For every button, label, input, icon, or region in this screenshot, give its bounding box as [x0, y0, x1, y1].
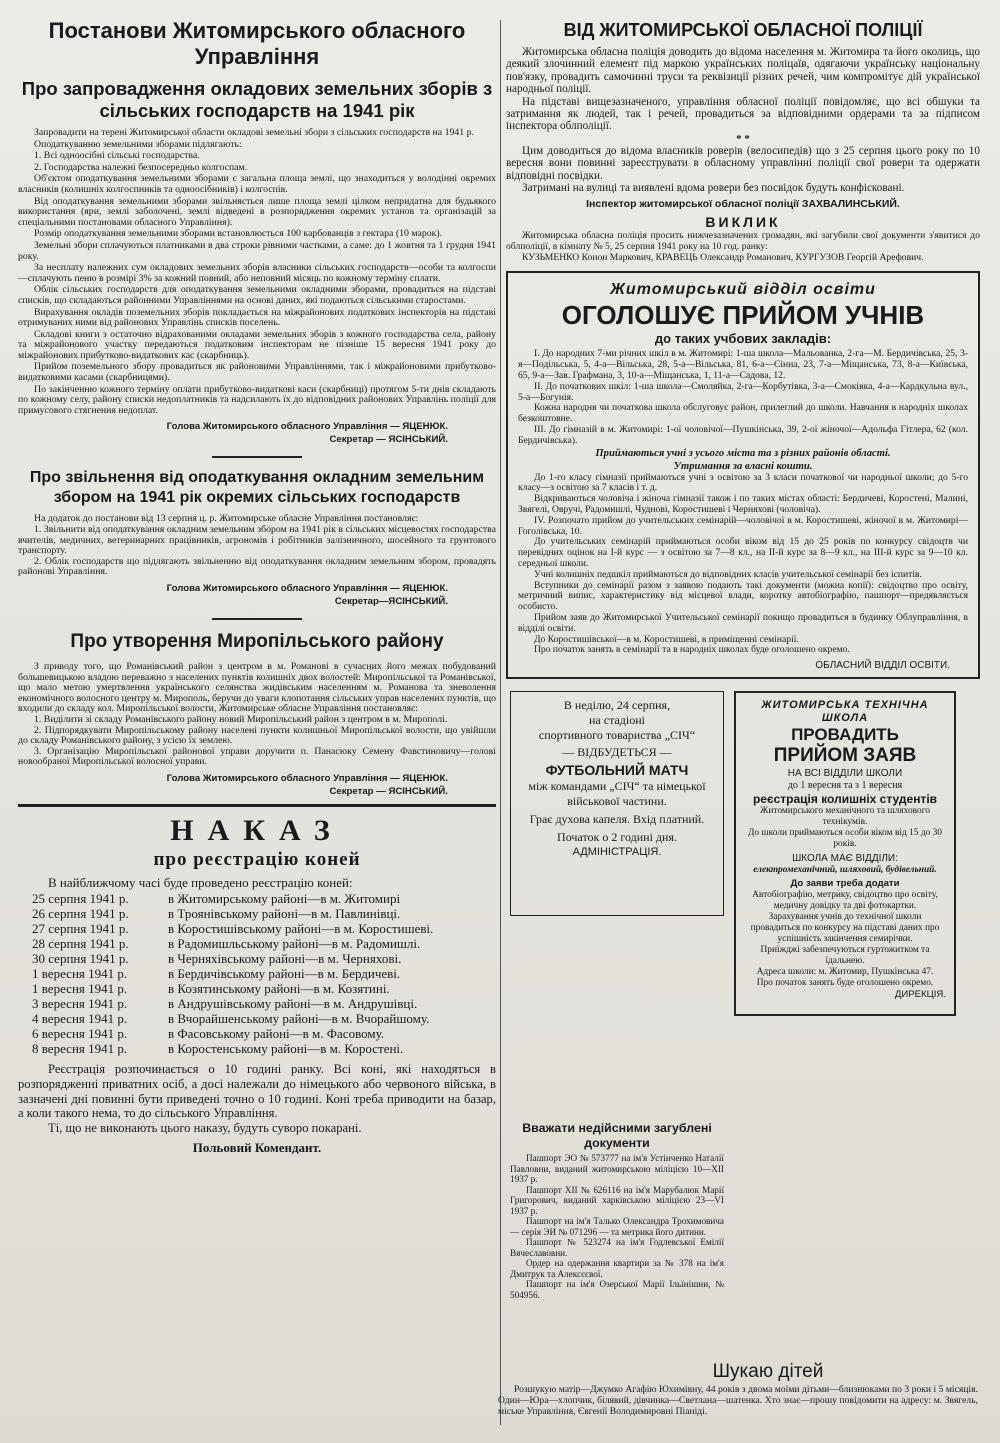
schedule-place: в Троянівському районі—в м. Павлинівці. — [168, 905, 401, 921]
schedule-place: в Бердичівському районі—в м. Бердичеві. — [168, 965, 401, 981]
paragraph: 1. Виділити зі складу Романівського району новий Миропільський район з центром в м. Мирополі. — [34, 713, 448, 725]
schedule-place: в Житомирському районі—в м. Житомирі — [168, 890, 401, 906]
schedule-date: 25 серпня 1941 р. — [32, 890, 129, 906]
football-headline: ФУТБОЛЬНИЙ МАТЧ — [545, 762, 689, 779]
summons — [506, 214, 980, 263]
schedule-place: в Коростишівському районі—в м. Коростишеві. — [168, 920, 434, 936]
paragraph: Розмір оподаткування земельними зборами встановлюється 100 карбованців з гектара (10 марок). — [34, 228, 443, 240]
schedule-row — [18, 951, 496, 966]
paragraph: Прийом заяв до Житомирської Учительської семінарії покищо провадиться в будинку Облуправління, в відділі освіти. — [518, 612, 968, 634]
decree1-signature-secretary: Секретар — ЯСІНСЬКИЙ. — [329, 434, 448, 446]
decree3-signature-secretary: Секретар — ЯСІНСЬКИЙ. — [329, 785, 448, 797]
paragraph: Земельні збори сплачуються платниками в два строки рівними частками, а саме: до 1 жовтня та 1 грудня 1941 року. — [18, 239, 496, 262]
order-signature: Польовий Комендант. — [192, 1140, 322, 1156]
paragraph: Пашпорт ЭО № 573777 на ім'я Устінченко Наталії Павловни, виданий житомирською міліцією 10—XII 1937 р. — [510, 1153, 724, 1184]
paragraph: Кожна народня чи початкова школа обслуговує район, прилеглий до школи. Навчання в народніх школах безкоштовне. — [518, 402, 968, 425]
paragraph: Відкриваються чоловіча і жіноча гімназії також і по таких містах області: Бердичеві, Коростені, Малині, Звягелі, Овручі, Радомишлі, Чуднові, Коростишеві і Черняхові (чоловіча). — [518, 493, 968, 516]
order-title: НАКАЗ — [170, 813, 344, 847]
education-subheadline: до таких учбових закладів: — [654, 331, 832, 347]
order-paragraph: Реєстрація розпочинається о 10 годині ранку. Всі коні, які находяться в розпорядженні приватних осіб, а досі належали до німецького або червоного війська, в зазначені дні повинні бути приведені точно о 10 годині. Коні треба приводити на базар, а коли такого нема, то до сільського Управління. — [18, 1061, 496, 1121]
police-body — [506, 46, 980, 133]
paragraph: До 1-го класу гімназії приймаються учні з освітою за 3 класи початкової чи народньої школи; до 5-го класу—з освітою за 7 класів і т. д. — [518, 471, 968, 494]
schedule-row — [18, 906, 496, 921]
tech-header: ЖИТОМИРСЬКА ТЕХНІЧНА ШКОЛА — [761, 699, 929, 725]
police-bicycles — [506, 145, 980, 195]
search-text: Розшукую матір—Джумко Агафію Юхимівну, 44 років з двома моїми дітьми—близнюками по 3 роки і 5 місяців. Один—Юра—хлопчик, білявий, дівчинка—Светлана—шатенка. Хто знає—прошу повідомити на адресу: м. Звягель, міське Управління, Євгенії Володимировні Піаніді. — [498, 1384, 978, 1417]
paragraph: Вступники до семінарії разом з заявою подають такі документи (можна копії): свідоцтво про освіту, метричний випис, характеристику від місцевої влади, коротку автобіографію, пашпорт—предявляється особисто. — [518, 579, 968, 613]
column-divider — [500, 20, 501, 1425]
paragraph: Затримані на вулиці та виявлені вдома ровери без посвідок будуть конфісковані. — [522, 182, 905, 195]
decree2-signature-secretary: Секретар—ЯСІНСЬКИЙ. — [334, 596, 448, 607]
schedule-place: в Андрушівському районі—в м. Андрушівці. — [168, 995, 418, 1011]
decree1-signature-head: Голова Житомирського обласного Управління — ЯЦЕНЮК. — [166, 421, 448, 433]
invalid-list — [510, 1153, 724, 1300]
paragraph: На підставі вищезазначеного, управління обласної поліції повідомляє, що всі обшуки та затримання як людей, так і речей, провадиться за відповідними ордерами та за підписом інспектора облполіції. — [506, 95, 980, 133]
paragraph: Цим доводиться до відома власників роверів (велосипедів) що з 25 серпня цього року по 10 вересня вони повинні зареєструвати в обласному управлінні поліції свої ровери та одержати відповідні посвідки. — [506, 144, 980, 182]
schedule-date: 8 вересня 1941 р. — [32, 1040, 128, 1056]
paragraph: Про початок занять в семінарії та в народніх школах буде оголошено окремо. — [534, 644, 850, 656]
decree2-signature-head: Голова Житомирського обласного Управління — ЯЦЕНЮК. — [166, 583, 448, 594]
paragraph: Запровадити на терені Житомирської области окладові земельні збори з сільських господарств на 1941 р. — [34, 127, 474, 138]
paragraph: Пашпорт на ім'я Талько Олександра Трохимовича — серія ЭИ № 071296 — та метрика його дитини. — [510, 1216, 724, 1237]
paragraph: Пашпорт на ім'я Озерської Марії Ільїнішни, № 504956. — [510, 1279, 724, 1300]
paragraph: До Коростишівської—в м. Коростишеві, в приміщенні семінарії. — [534, 633, 799, 645]
police-notice — [506, 18, 980, 211]
schedule-date: 26 серпня 1941 р. — [32, 905, 129, 921]
ads-row — [506, 691, 980, 1001]
schedule-place: в Коростенському районі—в м. Коростені. — [168, 1040, 404, 1056]
paragraph: Пашпорт XII № 626116 на ім'я Марубалюк Марії Григорович, виданий харківською міліцією 23—VI 1937 р. — [510, 1184, 724, 1216]
paragraph: По закінченню кожного терміну оплати прибутково-видаткові каси (скарбниці) протягом 5-ти днів складають по кожному селу, району списки недоплатників та надсилають їх до відповідних районових Управлінь поліції для примусового стягнення недоплат. — [18, 383, 496, 416]
order-intro: В найближчому часі буде проведено реєстрацію коней: — [48, 874, 353, 890]
paragraph: Від оподаткування земельними зборами звільняється лише площа землі цілком непридатна для будьякого використання (яри, землі заболочені, землі відведені в розпорядження окремих установ та організацій за спеціальними постановами обласного Управління). — [18, 195, 496, 228]
tech-line-attach: До заяви треба додати — [790, 878, 900, 890]
paragraph: За несплату належних сум окладових земельних зборів власники сільських господарств—особи та колгоспи—сплачують пеню в розмірі 3% за кожний повний, або неповний місяць по кожному терміну сплати. — [18, 262, 496, 284]
football-signature: АДМІНІСТРАЦІЯ. — [572, 846, 662, 859]
paragraph: Оподаткуванню земельними зборами підлягають: — [34, 138, 242, 150]
police-title: ВІД ЖИТОМИРСЬКОЇ ОБЛАСНОЇ ПОЛІЦІЇ — [563, 20, 923, 40]
summons-text: Житомирська обласна поліція просить нижчезазначених громадян, які загубили свої документи з'явитися до облполіції, в кімнату № 5, 25 серпня 1941 року на 10 год. ранку: — [506, 230, 980, 253]
paragraph: Житомирська обласна поліція доводить до відома населення м. Житомира та його околиць, що деякий злочинний елемент під маркою українських поліцаїв, одягаючи українську національну пов'язку, провадить самочинні труси та реквізиції різних речей, чим компромітує дій української народньої поліції. — [506, 46, 980, 96]
education-details — [518, 473, 968, 657]
paragraph: IV. Розпочато прийом до учительських семінарій—чоловічої в м. Коростишеві, жіночої в м. Житомирі—Гоголівська, 10. — [518, 514, 968, 537]
paragraph: Об'єктом оподаткування земельними зборами є загальна площа землі, що знаходиться у володінні окремих власників (колишніх колгоспників та одноосібників) і колгоспів. — [18, 173, 496, 195]
paragraph: 1. Звільнити від оподаткування окладним земельним збором на 1941 рік в сільських місцевостях господарства вчителів, медичних, ветеринарних працівників, агрономів і робітників залізничного, шосейного та грунтового транспорту. — [18, 524, 496, 557]
paragraph: До учительських семінарій приймаються особи віком від 15 до 25 років по конкурсу свідоцтв чи перевідних оцінок на І-й курс — з освітою за 7—8 кл., на ІІ-й курс за 8—9 кл., на ІІІ-й курс за 9—10 кл. середньої школи. — [518, 536, 968, 570]
schedule-place: в Радомишльському районі—в м. Радомишлі. — [168, 935, 421, 951]
tech-school-ad — [734, 691, 956, 1016]
schedule-date: 4 вересня 1941 р. — [32, 1010, 128, 1026]
paragraph: Пашпорт № 523274 на ім'я Годлевської Емілії Вячеславовни. — [510, 1237, 724, 1258]
paragraph: Прийом поземельного збору провадиться як районовими Управліннями, так і міжрайоновими прибутково-видатковими касами (скарбницями). — [18, 361, 496, 384]
paragraph: І. До народних 7-ми річних шкіл в м. Житомирі: 1-ша школа—Мальованка, 2-га—М. Бердичівська, 25, 3-я—Подільська, 5, 4-а—Вільська, 28, 5-а—Вільська, 81, 6-а—Сінна, 23, 7-а—Міщанська, 73, 8-а—Київська, 65, 9-а—Зав. Графмана, 3, 10-а—Міщанська, 1, 11-а—Садова, 12. — [518, 348, 968, 382]
left-column — [18, 18, 496, 1156]
schedule-date: 27 серпня 1941 р. — [32, 920, 129, 936]
search-children — [498, 1360, 978, 1417]
section-rule — [18, 804, 496, 807]
schedule-place: в Вчорайшенському районі—в м. Вчорайшому. — [168, 1010, 430, 1026]
schedule-row — [18, 936, 496, 951]
summons-title: ВИКЛИК — [705, 214, 781, 231]
section-separator — [212, 456, 302, 458]
tech-line-address: Адреса школи: м. Житомир, Пушкінська 47. — [756, 967, 934, 978]
tech-line-competition: Зарахування учнів до технічної школи провадиться по конкурсу на підставі даних про успішність закінчення семирічки. — [750, 912, 940, 945]
tech-line-start: Про початок занять буде оголошено окремо. — [756, 978, 934, 989]
decree2-title: Про звільнення від оподаткування окладним земельним збором на 1941 рік окремих сільських господарств — [29, 469, 485, 507]
tech-line-docs: Автобіографію, метрику, свідоцтво про освіту, медичну довідку та дві фотокартки. — [752, 890, 938, 912]
football-teams: між командами „СІЧ“ та німецької військової частини. — [528, 779, 706, 809]
decree3-body — [18, 662, 496, 768]
tech-line-dormitory: Приїжджі забезпечуються гуртожитком та їдальнею. — [760, 945, 930, 967]
police-stars: * * — [736, 132, 750, 145]
schedule-row — [18, 996, 496, 1011]
section-separator — [212, 618, 302, 620]
schedule-date: 1 вересня 1941 р. — [32, 965, 128, 981]
order-subtitle: про реєстрацію коней — [153, 848, 361, 870]
football-ad — [510, 691, 724, 916]
search-title: Шукаю дітей — [712, 1361, 824, 1382]
schedule-date: 1 вересня 1941 р. — [32, 980, 128, 996]
paragraph: 2. Господарства належні безпосередньо колгоспам. — [34, 161, 248, 173]
order-schedule — [18, 891, 496, 1056]
tech-line-conducts: ПРОВАДИТЬ — [791, 725, 899, 745]
paragraph: ІІ. До початкових шкіл: 1-ша школа—Смоляйка, 2-га—Корбутівка, 3-а—Смоківка, 4-а—Кардкульна вул., 5-а—Богунія. — [518, 380, 968, 403]
schedule-row — [18, 966, 496, 981]
right-column — [498, 18, 980, 1417]
paragraph: 1. Всі одноосібні сільські господарства. — [34, 150, 200, 162]
decrees-title: Постанови Житомирського обласного Управління — [48, 18, 466, 69]
football-club: спортивного товариства „СІЧ“ — [538, 728, 696, 743]
tech-line-all-departments: НА ВСІ ВІДДІЛИ ШКОЛИ — [787, 768, 903, 780]
tech-line-admissions: ПРИЙОМ ЗАЯВ — [773, 745, 917, 767]
football-will-take-place: — ВІДБУДЕТЬСЯ — — [562, 745, 672, 760]
decree3-signature-head: Голова Житомирського обласного Управління — ЯЦЕНЮК. — [166, 772, 448, 784]
education-note-city: Приймаються учні з усього міста та з різних районів області. — [595, 447, 891, 459]
schedule-row — [18, 1011, 496, 1026]
paragraph: 2. Підпорядкувати Миропільському району населені пункти колишньої Миропільської волости, що увійшли до складу Романівського району, з усією їх землею. — [18, 724, 496, 747]
decree-exemption — [18, 468, 496, 608]
paragraph: Ордер на одержання квартири за № 378 на ім'я Дмитрук та Алексєєвої. — [510, 1258, 724, 1279]
tech-line-dates: до 1 вересня та з 1 вересня — [787, 780, 903, 792]
schedule-row — [18, 981, 496, 996]
decree-land-tax — [18, 78, 496, 446]
paragraph: Складові книги з остаточно відрахованими окладами земельних зборів з кожного господарства села, району та міжрайонового участку передаються податковим інспекторам не пізніше 15 вересня 1941 року до міжрайонових прибутково-видаткових кас (скарбниць). — [18, 328, 496, 361]
schedule-date: 28 серпня 1941 р. — [32, 935, 129, 951]
decree2-body — [18, 514, 496, 578]
education-signature: ОБЛАСНИЙ ВІДДІЛ ОСВІТИ. — [815, 660, 950, 672]
schedule-date: 30 серпня 1941 р. — [32, 950, 129, 966]
paragraph: З приводу того, що Романівський район з центром в м. Романові в сучасних його межах побудований большевицькою владою переважно з населених пунктів колишніх двох волостей: Миропільської та Романівської, що мало метою умертвлення українського селянства жидівським населенням м. Романова та зневолення економічного волосного центру м. Мирополь, беручи до уваги клопотання сільських управ населених пунктів, що входили до складу кол. Миропільської волости, Житомирське обласне Управління постановляє: — [18, 661, 496, 715]
football-band: Грає духова капеля. Вхід платний. — [529, 812, 705, 827]
schedule-place: в Козятинському районі—в м. Козятині. — [168, 980, 390, 996]
tech-line-department-list: електромеханічний, шляховий, будівельний. — [753, 865, 937, 876]
paragraph: 2. Облік господарств що підлягають звільненню від оподаткування окладним земельним збором, провадять районові Управління. — [18, 555, 496, 578]
schedule-row — [18, 1026, 496, 1041]
schedule-date: 3 вересня 1941 р. — [32, 995, 128, 1011]
paragraph: ІІІ. До гімназій в м. Житомирі: 1-ої чоловічої—Пушкінська, 39, 2-ої жіночої—Адольфа Гітлера, 62 (кол. Бердичівська). — [518, 424, 968, 446]
schedule-place: в Фасовському районі—в м. Фасовому. — [168, 1025, 385, 1041]
schedule-place: в Черняхівському районі—в м. Черняхові. — [168, 950, 402, 966]
decree1-body — [18, 128, 496, 416]
tech-line-departments: ШКОЛА МАЄ ВІДДІЛИ: — [792, 853, 898, 865]
paragraph: Вирахування окладів поземельних зборів покладається на міжрайонових податкових інспекторів на підставі отримуваних ними від районових Управлінь списків поселень. — [18, 306, 496, 329]
invalid-documents — [510, 1121, 724, 1300]
schedule-date: 6 вересня 1941 р. — [32, 1025, 128, 1041]
paragraph: Учні колишніх педшкіл приймаються до відповідних класів учительської семінарії без іспитів. — [534, 568, 922, 580]
schedule-row — [18, 921, 496, 936]
football-date: В неділю, 24 серпня, — [563, 698, 671, 713]
football-start: Початок о 2 годині дня. — [557, 830, 677, 845]
education-headline: ОГОЛОШУЄ ПРИЙОМ УЧНІВ — [561, 300, 925, 331]
paragraph: На додаток до постанови від 13 серпня ц. р. Житомирське обласне Управління постановляє: — [34, 513, 419, 525]
schedule-row — [18, 891, 496, 906]
decree1-title: Про запровадження окладових земельних зборів з сільських господарств на 1941 рік — [21, 78, 493, 121]
football-venue: на стадіоні — [589, 713, 645, 728]
education-schools — [518, 349, 968, 446]
education-header: Житомирський відділ освіти — [610, 281, 876, 299]
horse-registration-order — [18, 813, 496, 1156]
education-note-cost: Утримання за власні кошти. — [673, 460, 813, 472]
paragraph: Облік сільських господарств для оподаткування земельними окладними зборами, провадиться на підставі списків, що складаються районними Управліннями на основі даних, які подаються сільськими старостами. — [18, 284, 496, 306]
tech-line-former: Житомирського механічного та шляхового технікумів. — [759, 806, 931, 828]
tech-line-age: До школи приймаються особи віком від 15 до 30 років. — [748, 828, 942, 850]
paragraph: 3. Організацію Миропільської районової управи доручити п. Панасюку Семену Фавстиновичу—голові новообраної Миропільської волосної управи. — [18, 745, 496, 768]
schedule-row — [18, 1041, 496, 1056]
order-warning: Ті, що не виконають цього наказу, будуть суворо покарані. — [48, 1121, 362, 1136]
tech-line-registration: реєстрація колишніх студентів — [752, 792, 938, 807]
invalid-title: Вважати недійсними загублені документи — [522, 1121, 712, 1150]
tech-signature: ДИРЕКЦІЯ. — [894, 989, 946, 1001]
police-signature: Інспектор житомирської обласної поліції ЗАХВАЛИНСЬКИЙ. — [586, 198, 900, 211]
summons-names: КУЗЬМЕНКО Конон Маркович, КРАВЕЦЬ Олександр Романович, КУРГУЗОВ Георгій Арефович. — [522, 252, 924, 264]
decree3-title: Про утворення Миропільського району — [70, 631, 444, 652]
decree-myropil — [18, 630, 496, 798]
education-ad — [506, 271, 980, 679]
